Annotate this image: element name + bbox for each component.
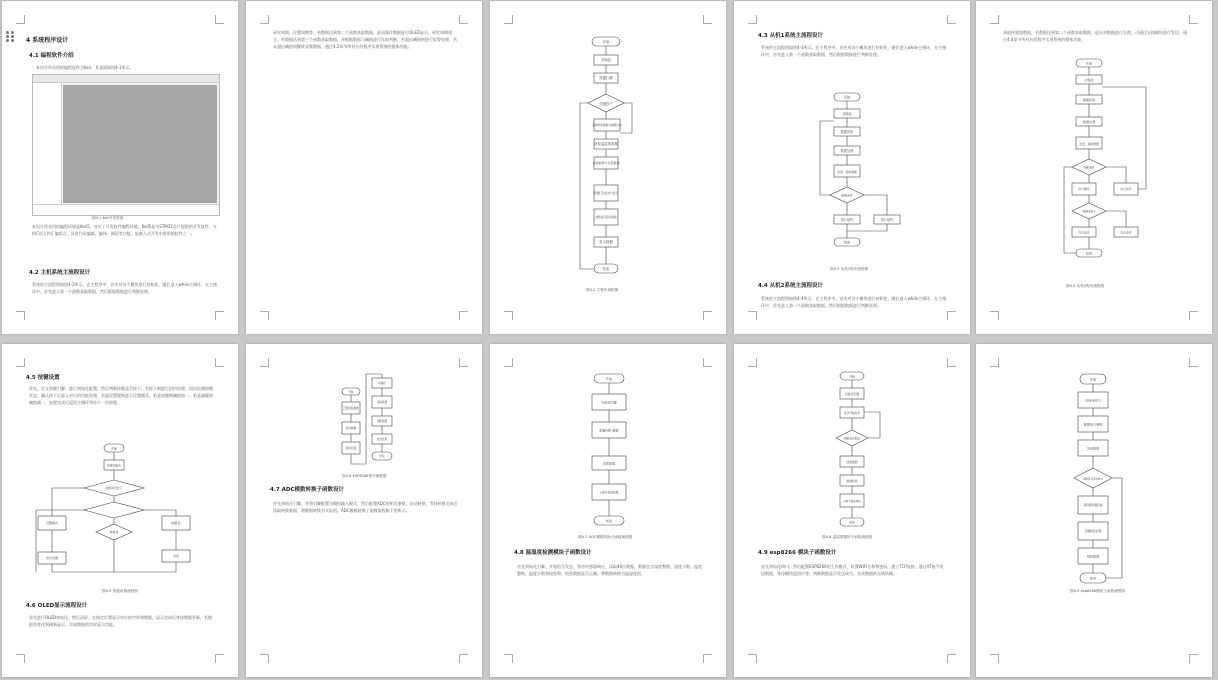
flow-node: 退出设置 (45, 556, 59, 560)
figure-caption: 图4-5 按键设置流程图 (102, 589, 138, 593)
flow-node: 配置ADC参数 (599, 428, 619, 433)
flow-node: 数据获取 (1082, 98, 1096, 102)
flow-node: 开始 (843, 95, 851, 100)
keil-screenshot (32, 74, 220, 216)
flow-node: 数据处理 (1082, 120, 1096, 124)
page-4 (734, 1, 970, 334)
flow-node: 判断是否发送成功 (1082, 477, 1104, 481)
flow-node: 初始化串口 (1085, 398, 1101, 403)
flow-node: 转换为温湿度值 (843, 500, 861, 503)
paragraph: 首先，定义按键引脚，进行初始化配置，然后判断按键是否按下，若按下则进行消抖处理，再次检测按键状态，确认按下后进入对应的功能处理，若是设置键则进入设置模式，若是加键则阈值加一，若是减键则阈值减一，处理完成后返回主循环等待下一次按键。 (29, 386, 213, 405)
flow-node: 阈值加 (171, 521, 181, 525)
page-7 (246, 344, 482, 677)
flow-node: 接收数据 (1086, 554, 1100, 559)
figure-caption: 图4-1 Keil开发界面 (92, 216, 124, 220)
flow-node: 判断是否响应 (843, 436, 861, 441)
section-heading-4-2: 4.2 主机系统主流程设计 (29, 270, 91, 276)
flow-node: 判断数据 (376, 420, 388, 423)
paragraph: 系统的主流程图如图4-2所示。在主程序中，首先对各个模块进行初始化，随后进入while主循环，在主循环中，首先进入第一个函数获取数据，然后根据数据进行判断处理。 (32, 282, 218, 294)
figure-caption: 图4-9 esp8266模块子函数流程图 (1070, 589, 1125, 593)
main-flowchart (560, 33, 660, 278)
flow-node: 按键是否按下 (105, 486, 123, 490)
flow-node: 等待服务器回复 (1083, 503, 1103, 507)
page-2 (246, 1, 482, 334)
flow-node: 数据校验 (846, 479, 858, 483)
flow-node: 获取烟雾与火焰数据 (592, 161, 620, 165)
flow-node: 读取数据 (846, 460, 858, 464)
flow-node: 结束 (843, 240, 851, 245)
flow-node: 执行动作 (1120, 187, 1132, 191)
key-flowchart (32, 432, 212, 582)
flow-node: 执行动作 (880, 218, 894, 222)
flow-node: 阈值减 (109, 530, 119, 534)
flow-node: 执行动作 (1120, 230, 1132, 235)
section-heading-4-1: 4.1 编程软件介绍 (29, 53, 74, 59)
dht-flowchart (830, 370, 894, 535)
flow-node: 开始 (348, 391, 354, 394)
section-heading-4-9: 4.9 esp8266 模块子函数设计 (758, 550, 837, 556)
section-heading-4-4: 4.4 从机2系统主流程设计 (758, 283, 823, 289)
paragraph: 首先初始化引脚，并将引脚配置为模拟输入模式，然后配置ADC的相关参数，启动转换，等待转换完成后读取转换数据，将数据转换为实际值。ADC模数转换子函数流程如下图所示。 (273, 501, 458, 513)
flow-node: 数据处理 (840, 149, 854, 153)
figure-caption: 图4-8 温湿度模块子函数流程图 (822, 535, 873, 539)
flow-node: 初始化 (600, 58, 612, 62)
paragraph: 系统的主流程图如图4-4所示。在主程序中，首先对各个模块进行初始化，随后进入while主循环，在主循环中，首先进入第一个函数获取数据，然后根据数据进行判断处理。 (761, 296, 947, 308)
section-heading-4-5: 4.5 按键设置 (26, 375, 60, 381)
page-3 (490, 1, 726, 334)
figure-caption: 图4-6 ESP8266程序流程图 (342, 474, 387, 478)
flow-node: 数据获取 (840, 130, 854, 134)
navigation-grid-icon[interactable] (6, 31, 16, 43)
slave1-flowchart (816, 91, 916, 256)
flow-node: 显示数据 (599, 240, 613, 244)
flow-node: 初始化 (1084, 78, 1094, 82)
figure-caption: 图4-3 从机1程序流程图 (830, 267, 869, 271)
flow-node: 初始化引脚 (845, 392, 859, 396)
flow-node: 初始化引脚 (601, 400, 617, 405)
flow-node: 发送、接收数据 (837, 170, 857, 174)
figure-caption: 图4-7 ADC模数转换子函数流程图 (578, 535, 633, 539)
section-heading-4-8: 4.8 温湿度检测模块子函数设计 (514, 550, 592, 556)
flow-node: 发送、接收数据 (1079, 142, 1099, 146)
flow-node: 计算并返回结果 (599, 490, 619, 495)
flow-node: 读取数据 (602, 461, 616, 466)
paragraph: 研究周期，设置周期等，若数据达到第二个函数获取数据，进而操作数据进行OLED显示，研究周期建立，若数据达到第三个函数获取数据，并根据数据与阈值进行比较判断，若超出阈值则进行报警处理，若未超出阈值则继续采集数据，通过4.2章节所对应的程序实现系统的整体功能。 (273, 30, 457, 49)
paragraph: 本设计所采用的编程环境是Keil5，对应了开发软件编程环境。Keil5是为STM32芯片提供的开发软件，支持C语言和汇编语言，具有代码编辑、编译、调试等功能，是嵌入式开发中常用的软件之一。 (32, 224, 217, 236)
flow-node: 等待回复 (345, 447, 357, 450)
flow-node: 判断是否超过阈值 (595, 215, 617, 219)
flow-node: 获取温湿度数据 (594, 142, 618, 146)
flow-node: 结束 (605, 519, 613, 523)
flow-node: 按键按下 (599, 102, 613, 106)
flow-node: 结束 (602, 267, 610, 271)
figure-caption: 图4-4 从机2程序流程图 (1066, 284, 1105, 288)
page-9 (734, 344, 970, 677)
flow-node: 发送数据 (345, 427, 357, 430)
adc-flowchart (588, 372, 632, 532)
paragraph: 首先初始化引脚，开始信号发送，等待传感器响应，读取40位数据，数据包含湿度整数、湿度小数、温度整数、温度小数和校验和，校验数据是否正确，将数据转换为温湿度值。 (517, 564, 703, 576)
page-8 (490, 344, 726, 677)
flow-node: 结束 (1089, 576, 1097, 581)
paragraph: 本设计所采用的编程软件为Keil，其界面如图4-1所示。 (36, 65, 134, 70)
flow-node: 发送数据 (1086, 446, 1100, 451)
flow-node: 开始 (602, 40, 610, 44)
section-heading-4-3: 4.3 从机1系统主流程设计 (758, 33, 823, 39)
section-heading-4-6: 4.6 OLED显示流程设计 (26, 603, 88, 609)
esp-flowchart (338, 374, 398, 470)
flow-node: 判断条件2 (1082, 209, 1096, 214)
flow-node: 返回 (172, 554, 180, 558)
flow-node: 执行动作 (840, 218, 854, 222)
flow-node: 设置初始参数 (343, 407, 359, 410)
flow-node: 设置模式 (45, 521, 59, 525)
page-10 (976, 344, 1212, 677)
flow-node: 发送开始信号 (843, 411, 861, 415)
flow-node: 判断条件 (1083, 165, 1095, 170)
flow-node: 判断条件 (841, 193, 853, 198)
flow-node: 数据接收处理 (1084, 529, 1102, 533)
flow-node: 按键初始化 (107, 463, 121, 468)
chapter-heading: 4 系统程序设计 (26, 37, 69, 44)
flow-node: 结束 (1085, 251, 1093, 256)
page-6 (2, 344, 238, 677)
page-5 (976, 1, 1212, 334)
flow-node: 结束 (379, 455, 385, 458)
paragraph: 首先初始化串口，然后配置ESP8266的工作模式，设置WIFI名称和密码，建立TCP连接，通过AT指令发送数据，等待模块返回应答，判断数据是否发送成功，完成数据的无线传输。 (761, 564, 944, 576)
flow-node: 开始 (110, 446, 118, 451)
flow-node: 初始化 (378, 382, 386, 385)
flow-node: 获取传感数据与阈值比较 (592, 123, 622, 127)
esp8266-flowchart (1068, 370, 1138, 590)
flow-node: 配置串口参数 (1083, 422, 1103, 427)
flow-node: 按键扫描 (599, 76, 613, 80)
section-heading-4-7: 4.7 ADC模数转换子函数设计 (270, 487, 345, 493)
flow-node: 执行操作 (1078, 187, 1090, 191)
figure-caption: 图4-2 主程序流程图 (586, 288, 619, 292)
paragraph: 系统的主流程图如图4-3所示。在主程序中，首先对各个模块进行初始化，随后进入while主循环，在主循环中，首先进入第一个函数获取数据，然后根据数据进行判断处理。 (761, 45, 947, 57)
flow-node: 开始 (849, 374, 855, 379)
flow-node: 开始 (1085, 61, 1093, 66)
flow-node: 结束 (849, 520, 855, 525)
flow-node: 读取数据 (376, 401, 388, 404)
paragraph: 首先进行OLED初始化，然后清屏，在指定位置显示对应的字符和数据，显示完成后等待数据更新，若数据有变化则刷新显示，实现数据的实时显示功能。 (29, 615, 212, 627)
flow-node: 发送结果 (376, 438, 388, 441)
paragraph: 获取传感器数据，若数据达到第二个函数获取数据，进而对数据进行处理，可通过无线模块进行发送，通过4.4章节所对应的程序实现系统的整体功能。 (1003, 30, 1187, 42)
flow-node: 开始 (605, 377, 613, 381)
page-1 (2, 1, 238, 334)
flow-node: 初始化 (842, 112, 852, 116)
flow-node: 开始 (1089, 377, 1097, 382)
slave2-flowchart (1062, 57, 1162, 267)
flow-node: 执行动作 (1078, 230, 1090, 235)
flow-node: 数据打包发送与显示 (593, 191, 619, 195)
